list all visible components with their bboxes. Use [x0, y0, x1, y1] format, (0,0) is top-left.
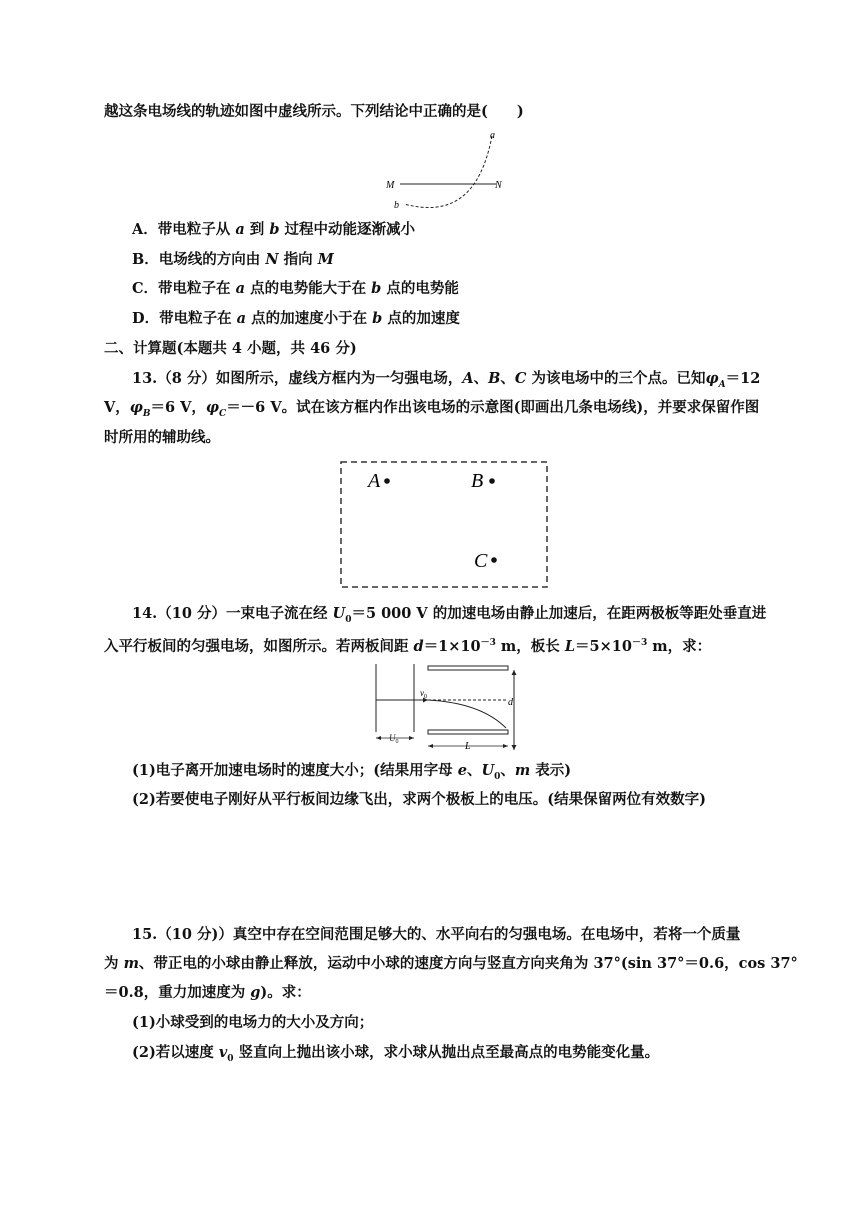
q12-label-a: a — [490, 130, 495, 141]
q15-line-2: 为 m、带正电的小球由静止释放，运动中小球的速度方向与竖直方向夹角为 37°(sin 37°＝0.6，cos 37° — [104, 955, 798, 972]
q15-subquestion-1: (1)小球受到的电场力的大小及方向； — [132, 1014, 374, 1031]
q14-U0-label: $U_0$ — [389, 733, 399, 745]
q13-point-B — [489, 478, 495, 484]
q12-label-b: b — [394, 200, 399, 211]
q15-subquestion-2: (2)若以速度 $v_0$ 竖直向上抛出该小球，求小球从抛出点至最高点的电势能变化量。 — [132, 1044, 660, 1064]
q14-top-plate — [428, 666, 508, 670]
q13-line-3: 时所用的辅助线。 — [104, 429, 220, 446]
q13-point-C-label: C — [474, 550, 488, 572]
q13-field-box-figure — [340, 461, 550, 589]
q13-point-A — [384, 478, 390, 484]
q14-line-2: 入平行板间的匀强电场，如图所示。若两板间距 $d=1\times 10^{-3}$ m，板长 $L=5\times 10^{-3}$ m，求： — [104, 637, 712, 655]
q13-point-B-label: B — [471, 470, 484, 492]
q14-v0-label: $v_0$ — [420, 688, 427, 700]
q14-bottom-plate — [428, 730, 508, 734]
q12-option-d: D．带电粒子在 a 点的加速度小于在 b 点的加速度 — [132, 310, 460, 327]
q14-d-label: d — [508, 697, 513, 708]
q12-stem-tail: 越这条电场线的轨迹如图中虚线所示。下列结论中正确的是( ) — [104, 103, 524, 120]
q13-point-C — [491, 557, 497, 563]
q13-line-2: V，$\varphi_B=6$ V，$\varphi_C=-6$ V。试在该方框内作出该电场的示意图(即画出几条电场线)，并要求保留作图 — [104, 399, 760, 419]
q13-point-A-label: A — [368, 470, 381, 492]
q13-line-1: 13.（8 分）如图所示，虚线方框内为一匀强电场，A、B、C 为该电场中的三个点。已知$\varphi_A=12$ — [132, 370, 761, 390]
q14-subquestion-2: (2)若要使电子刚好从平行板间边缘飞出，求两个极板上的电压。(结果保留两位有效数字) — [132, 791, 707, 808]
q12-option-a: A．带电粒子从 a 到 b 过程中动能逐渐减小 — [132, 221, 416, 238]
q15-line-1: 15.（10 分)）真空中存在空间范围足够大的、水平向右的匀强电场。在电场中，若将一个质量 — [132, 926, 741, 943]
q14-subquestion-1: (1)电子离开加速电场时的速度大小；(结果用字母 e、$U_0$、m 表示) — [132, 762, 572, 782]
q14-deflection-figure — [370, 660, 520, 754]
q12-label-N: N — [495, 180, 502, 191]
q12-label-M: M — [386, 180, 395, 191]
q12-option-c: C．带电粒子在 a 点的电势能大于在 b 点的电势能 — [132, 280, 459, 297]
q14-line-1: 14.（10 分）一束电子流在经 $U_0=5$ 000 V 的加速电场由静止加速后，在距两极板等距处垂直进 — [132, 605, 767, 625]
section-2-heading: 二、计算题(本题共 4 小题，共 46 分) — [104, 340, 357, 357]
q12-field-line-figure — [380, 128, 510, 214]
q14-L-label: L — [465, 741, 471, 752]
q15-line-3: ＝0.8，重力加速度为 g)。求： — [104, 984, 311, 1001]
q12-option-b: B．电场线的方向由 N 指向 M — [132, 251, 334, 268]
